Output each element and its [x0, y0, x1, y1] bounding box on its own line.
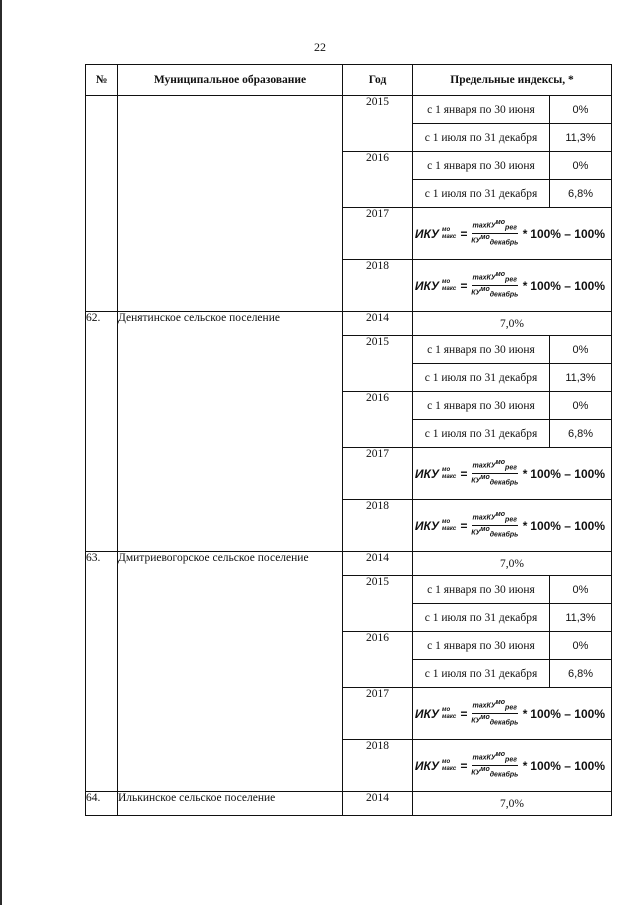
year-cell: 2016: [343, 152, 413, 208]
formula-cell: [413, 740, 612, 792]
formula-rhs: [522, 279, 605, 293]
year-cell: 2017: [343, 688, 413, 740]
year-cell: 2015: [343, 336, 413, 392]
formula-rhs-value: 100% – 100%: [530, 278, 605, 293]
municipality-name: Денятинское сельское поселение: [118, 312, 343, 552]
period-second-half: с 1 июля по 31 декабря: [413, 660, 550, 688]
index-second-half: 6,8%: [550, 420, 612, 448]
formula-numerator-base: maxКУ: [472, 514, 496, 522]
period-second-half: с 1 июля по 31 декабря: [413, 604, 550, 632]
formula-denominator-base: КУ: [471, 289, 481, 297]
formula-fraction: [470, 699, 519, 727]
year-cell: 2014: [343, 552, 413, 576]
formula-fraction: [470, 271, 519, 299]
header-municipality: Муниципальное образование: [118, 65, 343, 96]
year-cell: 2018: [343, 740, 413, 792]
header-year: Год: [343, 65, 413, 96]
formula-times: *: [522, 758, 527, 773]
formula-lhs: ИКУ: [414, 706, 440, 721]
formula-fraction: [470, 511, 519, 539]
formula-numerator: [472, 699, 518, 714]
index-second-half: 11,3%: [550, 124, 612, 152]
formula-numerator-base: maxКУ: [472, 462, 496, 470]
year-cell: 2017: [343, 448, 413, 500]
formula-rhs: [522, 759, 605, 773]
formula-denominator-base: КУ: [471, 769, 481, 777]
formula-lhs-sup: мо: [442, 518, 451, 525]
formula-denominator-sub: декабрь: [489, 239, 519, 247]
formula-denominator-sub: декабрь: [489, 531, 519, 539]
formula-denominator: [470, 474, 519, 488]
formula-numerator-base: maxКУ: [472, 222, 496, 230]
row-number: [86, 96, 118, 312]
year-cell: 2017: [343, 208, 413, 260]
index-first-half: 0%: [550, 152, 612, 180]
tariff-index-table: [85, 64, 612, 816]
formula-lhs: ИКУ: [414, 758, 440, 773]
formula-numerator-sup: мо: [495, 219, 506, 227]
year-cell: 2018: [343, 260, 413, 312]
formula-equals: =: [460, 706, 468, 721]
formula-numerator: [472, 511, 518, 526]
formula-times: *: [522, 518, 527, 533]
period-first-half: с 1 января по 30 июня: [413, 336, 550, 364]
formula-denominator: [470, 526, 519, 540]
formula-numerator: [472, 751, 518, 766]
table-row: [86, 552, 612, 576]
formula-denominator: [470, 234, 519, 248]
index-second-half: 6,8%: [550, 180, 612, 208]
formula-denominator-sup: мо: [480, 526, 490, 533]
formula-numerator-base: maxКУ: [472, 274, 496, 282]
index-first-half: 0%: [550, 576, 612, 604]
formula-rhs: [522, 707, 605, 721]
formula-numerator-sup: мо: [495, 459, 506, 467]
formula-fraction: [470, 219, 519, 247]
formula-numerator-sup: мо: [495, 511, 506, 519]
formula-rhs-value: 100% – 100%: [530, 466, 605, 481]
formula-lhs-sup: мо: [442, 706, 451, 713]
index-value: 7,0%: [413, 552, 612, 576]
formula-numerator-base: maxКУ: [472, 754, 496, 762]
table-row: [86, 312, 612, 336]
table-row: [86, 96, 612, 124]
page-number: 22: [314, 40, 326, 54]
formula-denominator-sup: мо: [480, 286, 490, 293]
formula-denominator: [470, 286, 519, 300]
period-first-half: с 1 января по 30 июня: [413, 96, 550, 124]
year-cell: 2015: [343, 576, 413, 632]
formula-lhs-sub: макс: [442, 525, 457, 532]
index-first-half: 0%: [550, 336, 612, 364]
formula-lhs-indices: [442, 279, 456, 293]
formula-iku: [413, 511, 611, 539]
formula-rhs-value: 100% – 100%: [530, 226, 605, 241]
municipality-name: Дмитриевогорское сельское поселение: [118, 552, 343, 792]
formula-denominator-sub: декабрь: [489, 291, 519, 299]
formula-lhs-sup: мо: [442, 758, 451, 765]
formula-numerator-sup: мо: [495, 751, 506, 759]
index-second-half: 11,3%: [550, 364, 612, 392]
period-second-half: с 1 июля по 31 декабря: [413, 124, 550, 152]
formula-lhs-sup: мо: [442, 278, 451, 285]
formula-lhs-sub: макс: [442, 765, 457, 772]
table-body: [86, 96, 612, 816]
formula-times: *: [522, 226, 527, 241]
formula-denominator-sup: мо: [480, 766, 490, 773]
formula-iku: [413, 219, 611, 247]
index-first-half: 0%: [550, 392, 612, 420]
formula-cell: [413, 688, 612, 740]
formula-lhs-sup: мо: [442, 226, 451, 233]
formula-lhs-indices: [442, 227, 456, 241]
formula-cell: [413, 208, 612, 260]
formula-numerator-sup: мо: [495, 699, 506, 707]
formula-times: *: [522, 278, 527, 293]
formula-lhs-indices: [442, 467, 456, 481]
formula-numerator-sub: рег: [505, 517, 517, 524]
formula-lhs-sub: макс: [442, 713, 457, 720]
formula-numerator: [472, 459, 518, 474]
formula-numerator: [472, 219, 518, 234]
table-header-row: [86, 65, 612, 96]
formula-denominator-sup: мо: [480, 714, 490, 721]
formula-lhs: ИКУ: [414, 226, 440, 241]
formula-lhs: ИКУ: [414, 278, 440, 293]
formula-fraction: [470, 459, 519, 487]
year-cell: 2016: [343, 632, 413, 688]
year-cell: 2018: [343, 500, 413, 552]
formula-times: *: [522, 466, 527, 481]
formula-rhs: [522, 467, 605, 481]
period-second-half: с 1 июля по 31 декабря: [413, 364, 550, 392]
formula-denominator-sup: мо: [480, 234, 490, 241]
year-cell: 2014: [343, 792, 413, 816]
formula-equals: =: [460, 278, 468, 293]
formula-iku: [413, 699, 611, 727]
formula-lhs: ИКУ: [414, 518, 440, 533]
period-first-half: с 1 января по 30 июня: [413, 632, 550, 660]
formula-numerator-sub: рег: [505, 757, 517, 764]
period-second-half: с 1 июля по 31 декабря: [413, 180, 550, 208]
municipality-name: [118, 96, 343, 312]
formula-denominator-sub: декабрь: [489, 479, 519, 487]
formula-numerator-sub: рег: [505, 705, 517, 712]
formula-fraction: [470, 751, 519, 779]
year-cell: 2016: [343, 392, 413, 448]
formula-rhs-value: 100% – 100%: [530, 706, 605, 721]
formula-cell: [413, 500, 612, 552]
formula-equals: =: [460, 226, 468, 241]
formula-cell: [413, 260, 612, 312]
row-number: 62.: [86, 312, 118, 552]
formula-numerator-base: maxКУ: [472, 702, 496, 710]
formula-rhs-value: 100% – 100%: [530, 758, 605, 773]
formula-numerator-sub: рег: [505, 465, 517, 472]
formula-denominator-sup: мо: [480, 474, 490, 481]
index-first-half: 0%: [550, 632, 612, 660]
formula-denominator-sub: декабрь: [489, 719, 519, 727]
period-first-half: с 1 января по 30 июня: [413, 392, 550, 420]
table-row: [86, 792, 612, 816]
formula-iku: [413, 271, 611, 299]
formula-lhs-indices: [442, 519, 456, 533]
formula-numerator-sup: мо: [495, 271, 506, 279]
formula-cell: [413, 448, 612, 500]
period-first-half: с 1 января по 30 июня: [413, 576, 550, 604]
formula-rhs: [522, 519, 605, 533]
formula-numerator: [472, 271, 518, 286]
year-cell: 2014: [343, 312, 413, 336]
formula-rhs: [522, 227, 605, 241]
period-first-half: с 1 января по 30 июня: [413, 152, 550, 180]
formula-lhs-sup: мо: [442, 466, 451, 473]
formula-numerator-sub: рег: [505, 277, 517, 284]
index-value: 7,0%: [413, 312, 612, 336]
period-second-half: с 1 июля по 31 декабря: [413, 420, 550, 448]
formula-equals: =: [460, 518, 468, 533]
formula-rhs-value: 100% – 100%: [530, 518, 605, 533]
index-value: 7,0%: [413, 792, 612, 816]
formula-lhs-sub: макс: [442, 285, 457, 292]
formula-equals: =: [460, 466, 468, 481]
formula-denominator-base: КУ: [471, 529, 481, 537]
index-first-half: 0%: [550, 96, 612, 124]
index-second-half: 6,8%: [550, 660, 612, 688]
formula-times: *: [522, 706, 527, 721]
formula-lhs-sub: макс: [442, 473, 457, 480]
formula-denominator-base: КУ: [471, 477, 481, 485]
formula-equals: =: [460, 758, 468, 773]
formula-iku: [413, 459, 611, 487]
row-number: 64.: [86, 792, 118, 816]
formula-lhs-sub: макс: [442, 233, 457, 240]
formula-denominator-base: КУ: [471, 237, 481, 245]
index-second-half: 11,3%: [550, 604, 612, 632]
formula-denominator-sub: декабрь: [489, 771, 519, 779]
formula-lhs-indices: [442, 707, 456, 721]
header-indices: Предельные индексы, *: [413, 65, 612, 96]
municipality-name: Илькинское сельское поселение: [118, 792, 343, 816]
formula-lhs-indices: [442, 759, 456, 773]
scan-edge: [0, 0, 2, 905]
row-number: 63.: [86, 552, 118, 792]
year-cell: 2015: [343, 96, 413, 152]
header-num: №: [86, 65, 118, 96]
formula-numerator-sub: рег: [505, 225, 517, 232]
formula-denominator-base: КУ: [471, 717, 481, 725]
formula-denominator: [470, 714, 519, 728]
formula-iku: [413, 751, 611, 779]
formula-lhs: ИКУ: [414, 466, 440, 481]
formula-denominator: [470, 766, 519, 780]
